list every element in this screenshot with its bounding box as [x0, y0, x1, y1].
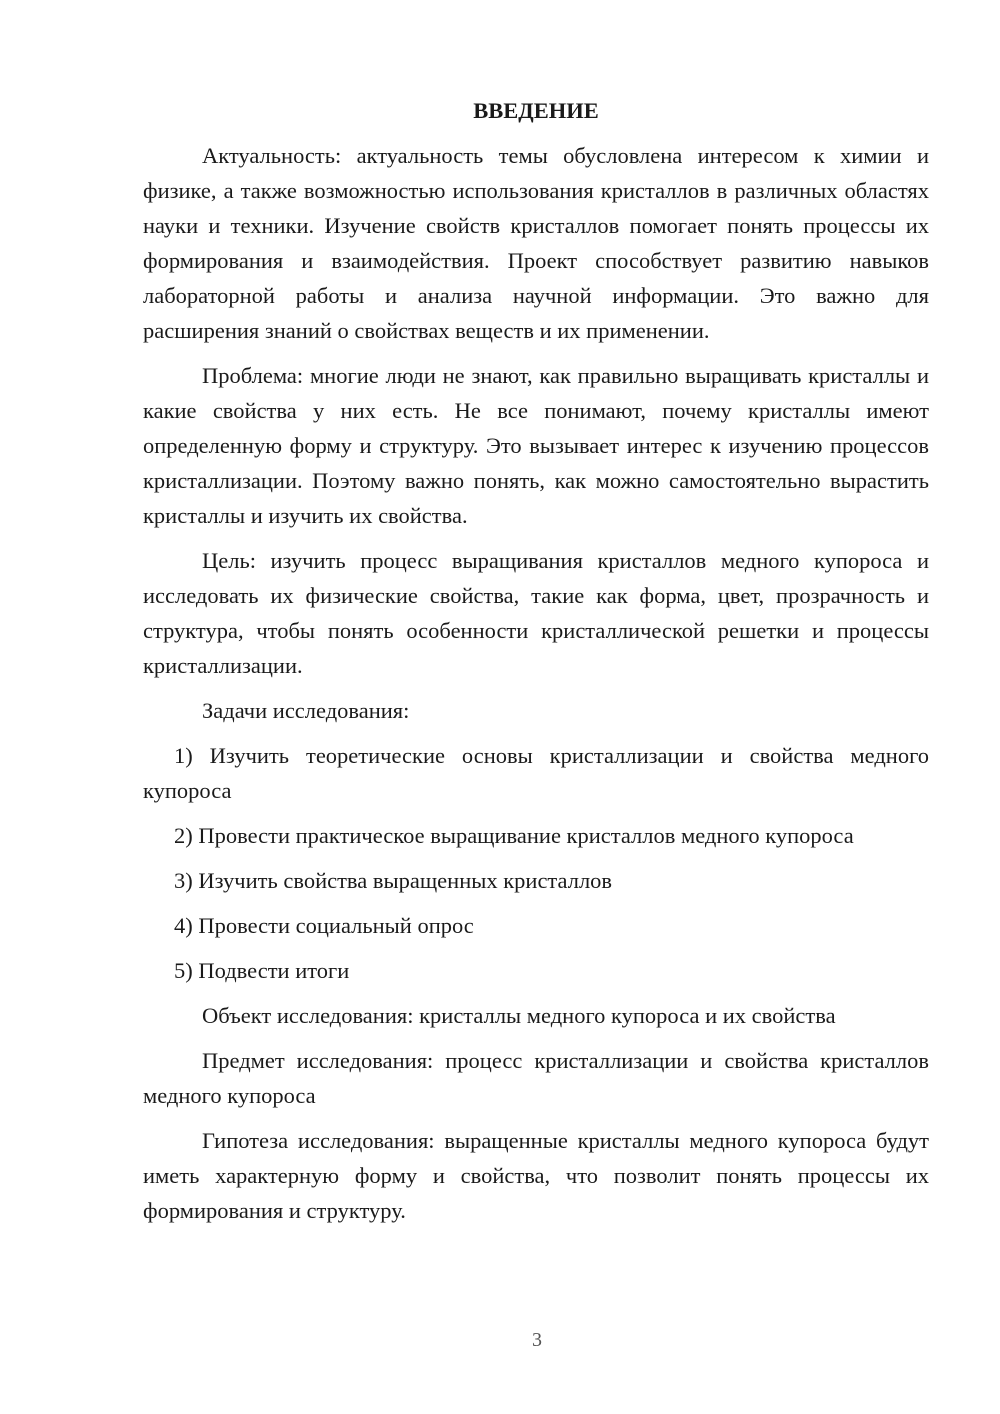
page-number: 3 — [532, 1329, 542, 1351]
relevance-paragraph: Актуальность: актуальность темы обусловлена интересом к химии и физике, а также возможностью использования кристаллов в различных областях науки и техники. Изучение свойств кристаллов помогает понять процессы их формирования и взаимодействия. Проект способствует развитию навыков лабораторной работы и анализа научной информации. Это важно для расширения знаний о свойствах веществ и их применении. — [143, 143, 929, 343]
goal-paragraph: Цель: изучить процесс выращивания кристаллов медного купороса и исследовать их физические свойства, такие как форма, цвет, прозрачность и структура, чтобы понять особенности кристаллической решетки и процессы кристаллизации. — [143, 548, 929, 678]
task-item-1: 1) Изучить теоретические основы кристаллизации и свойства медного купороса — [143, 743, 929, 803]
page-title: ВВЕДЕНИЕ — [473, 98, 599, 123]
task-item-2: 2) Провести практическое выращивание кристаллов медного купороса — [174, 823, 854, 848]
subject-paragraph: Предмет исследования: процесс кристаллизации и свойства кристаллов медного купороса — [143, 1048, 929, 1108]
tasks-heading: Задачи исследования: — [202, 698, 410, 723]
task-item-4: 4) Провести социальный опрос — [174, 913, 474, 938]
task-item-5: 5) Подвести итоги — [174, 958, 350, 983]
task-item-3: 3) Изучить свойства выращенных кристаллов — [174, 868, 613, 893]
hypothesis-paragraph: Гипотеза исследования: выращенные кристаллы медного купороса будут иметь характерную форму и свойства, что позволит понять процессы их формирования и структуру. — [143, 1128, 929, 1223]
problem-paragraph: Проблема: многие люди не знают, как правильно выращивать кристаллы и какие свойства у них есть. Не все понимают, почему кристаллы имеют определенную форму и структуру. Это вызывает интерес к изучению процессов кристаллизации. Поэтому важно понять, как можно самостоятельно вырастить кристаллы и изучить их свойства. — [143, 363, 929, 528]
object-paragraph: Объект исследования: кристаллы медного купороса и их свойства — [202, 1003, 836, 1028]
page-body — [143, 93, 929, 1238]
